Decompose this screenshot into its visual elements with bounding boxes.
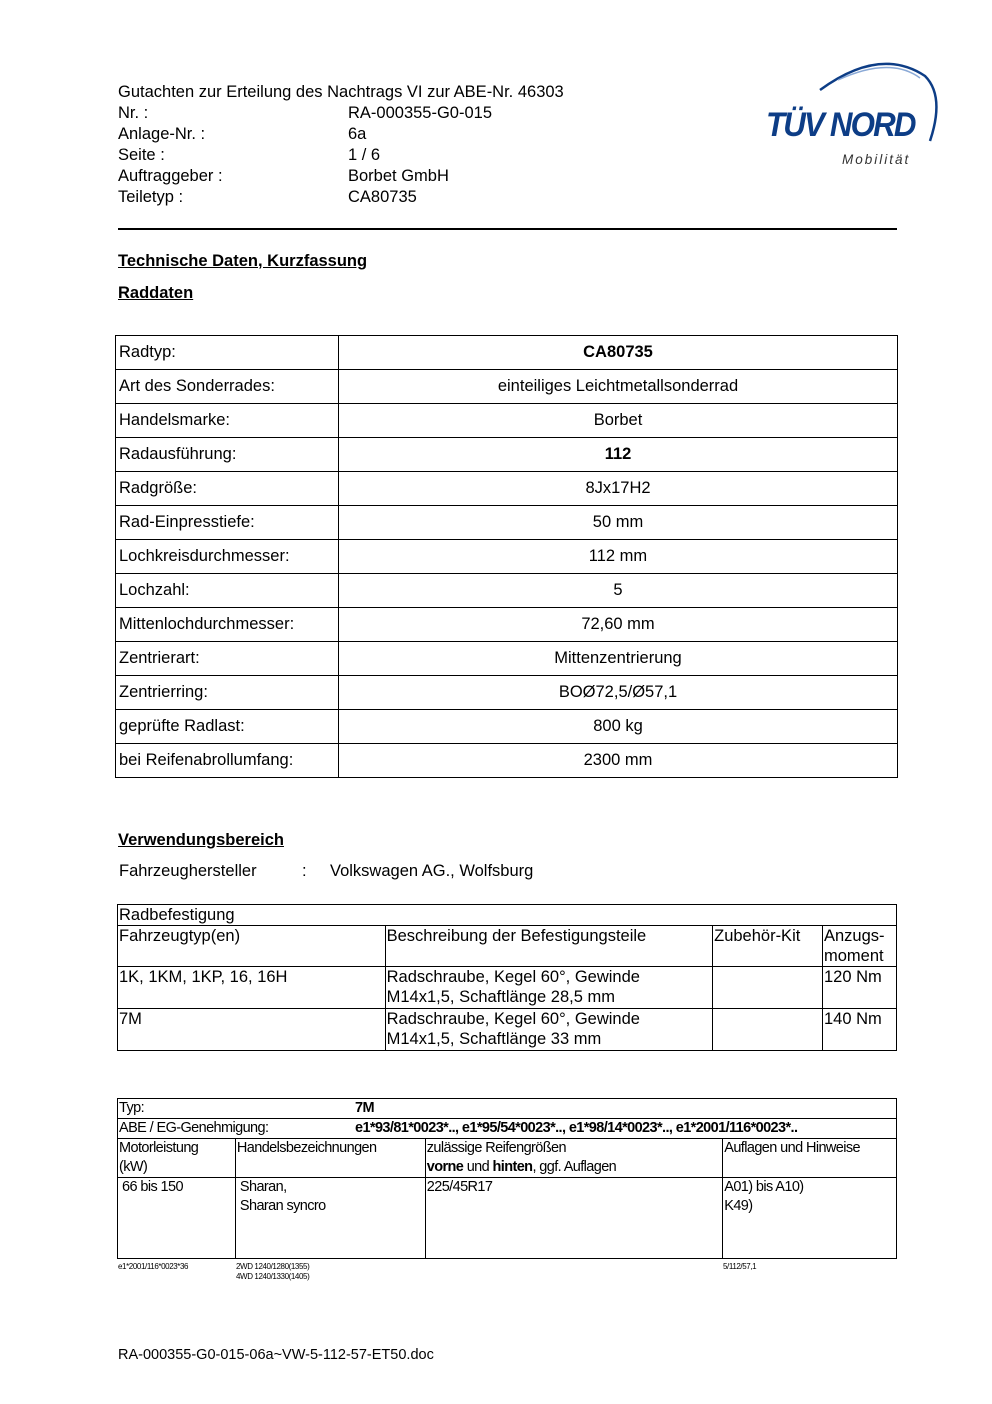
- column-header: Handelsbezeichnungen: [235, 1139, 425, 1178]
- table-row: [118, 967, 897, 1009]
- raddaten-label: Lochkreisdurchmesser:: [116, 540, 339, 574]
- header-row-teiletyp: Teiletyp : CA80735: [118, 188, 417, 206]
- raddaten-value: BOØ72,5/Ø57,1: [339, 676, 898, 710]
- table-row: [116, 438, 898, 472]
- reifengroesse-cell: 225/45R17: [425, 1178, 722, 1259]
- table-row: [118, 926, 897, 967]
- header-row-anlage: Anlage-Nr. : 6a: [118, 125, 367, 143]
- column-header: Anzugs- moment: [823, 926, 897, 967]
- table-row: [116, 574, 898, 608]
- heading-raddaten: Raddaten: [118, 284, 194, 302]
- table-row: [116, 472, 898, 506]
- zubehoer-cell: [713, 967, 823, 1009]
- hersteller-separator: :: [302, 862, 307, 880]
- zubehoer-cell: [713, 1009, 823, 1051]
- tuv-nord-logo: [760, 56, 945, 176]
- hersteller-label: Fahrzeughersteller: [119, 862, 257, 880]
- footer-filename: RA-000355-G0-015-06a~VW-5-112-57-ET50.doc: [118, 1347, 434, 1363]
- abe-label: ABE / EG-Genehmigung:: [119, 1120, 269, 1136]
- table-row: [118, 1139, 897, 1178]
- raddaten-label: Radtyp:: [116, 336, 339, 370]
- raddaten-value: 112 mm: [339, 540, 898, 574]
- moment-cell: 120 Nm: [823, 967, 897, 1009]
- raddaten-label: geprüfte Radlast:: [116, 710, 339, 744]
- raddaten-label: Lochzahl:: [116, 574, 339, 608]
- abe-row: [118, 1119, 897, 1139]
- table-row: [116, 676, 898, 710]
- table-row: [116, 370, 898, 404]
- header-row-auftraggeber: Auftraggeber : Borbet GmbH: [118, 167, 449, 185]
- logo-brand: TÜV NORD: [766, 106, 915, 144]
- table-row: [116, 642, 898, 676]
- table-row: [116, 404, 898, 438]
- raddaten-value: einteiliges Leichtmetallsonderrad: [339, 370, 898, 404]
- table-row: [116, 608, 898, 642]
- heading-technische-daten: Technische Daten, Kurzfassung: [118, 252, 368, 270]
- raddaten-value: 2300 mm: [339, 744, 898, 778]
- raddaten-label: Rad-Einpresstiefe:: [116, 506, 339, 540]
- table-row: [116, 506, 898, 540]
- column-header: zulässige Reifengrößen vorne und hinten, ggf. Auflagen: [425, 1139, 722, 1178]
- document-header: [118, 82, 564, 208]
- table-row: [118, 1178, 897, 1259]
- raddaten-value: 72,60 mm: [339, 608, 898, 642]
- hersteller-value: Volkswagen AG., Wolfsburg: [330, 862, 534, 880]
- fahrzeugtyp-cell: 1K, 1KM, 1KP, 16, 16H: [118, 967, 386, 1009]
- raddaten-value: 112: [339, 438, 898, 472]
- raddaten-label: Mittenlochdurchmesser:: [116, 608, 339, 642]
- raddaten-value: 50 mm: [339, 506, 898, 540]
- raddaten-value: 800 kg: [339, 710, 898, 744]
- column-header: Fahrzeugtyp(en): [118, 926, 386, 967]
- raddaten-value: Mittenzentrierung: [339, 642, 898, 676]
- raddaten-label: Art des Sonderrades:: [116, 370, 339, 404]
- column-header: Zubehör-Kit: [713, 926, 823, 967]
- header-row-seite: Seite : 1 / 6: [118, 146, 381, 164]
- note-axle-loads: 2WD 1240/1280(1355) 4WD 1240/1330(1405): [236, 1262, 310, 1281]
- radbefestigung-title: Radbefestigung: [118, 905, 897, 926]
- raddaten-label: Zentrierring:: [116, 676, 339, 710]
- heading-verwendungsbereich: Verwendungsbereich: [118, 831, 284, 849]
- fahrzeughersteller-line: [119, 862, 533, 881]
- beschreibung-cell: Radschraube, Kegel 60°, Gewinde M14x1,5, Schaftlänge 28,5 mm: [385, 967, 712, 1009]
- note-bolt-pattern: 5/112/57,1: [723, 1262, 757, 1271]
- typ-table: [117, 1098, 897, 1259]
- column-header: Motorleistung (kW): [118, 1139, 236, 1178]
- typ-label: Typ:: [119, 1100, 144, 1116]
- beschreibung-cell: Radschraube, Kegel 60°, Gewinde M14x1,5, Schaftlänge 33 mm: [385, 1009, 712, 1051]
- raddaten-label: Handelsmarke:: [116, 404, 339, 438]
- fahrzeugtyp-cell: 7M: [118, 1009, 386, 1051]
- raddaten-table: [115, 335, 898, 778]
- header-row-nr: Nr. : RA-000355-G0-015: [118, 104, 493, 122]
- abe-value: e1*93/81*0023*.., e1*95/54*0023*.., e1*98/14*0023*.., e1*2001/116*0023*..: [355, 1120, 798, 1136]
- raddaten-label: Radgröße:: [116, 472, 339, 506]
- radbefestigung-table: [117, 904, 897, 1051]
- raddaten-label: bei Reifenabrollumfang:: [116, 744, 339, 778]
- typ-row: [118, 1099, 897, 1119]
- table-row: [116, 744, 898, 778]
- logo-subtitle: Mobilität: [842, 152, 911, 167]
- table-row: [118, 1119, 897, 1139]
- column-header: Auflagen und Hinweise: [723, 1139, 897, 1178]
- note-approval: e1*2001/116*0023*36: [118, 1262, 189, 1271]
- table-row: [118, 1099, 897, 1119]
- table-row: [118, 905, 897, 926]
- auflagen-cell: A01) bis A10) K49): [723, 1178, 897, 1259]
- motorleistung-cell: 66 bis 150: [118, 1178, 236, 1259]
- table-row: [116, 336, 898, 370]
- header-divider: [118, 228, 897, 230]
- table-row: [116, 540, 898, 574]
- raddaten-label: Radausführung:: [116, 438, 339, 472]
- raddaten-value: CA80735: [339, 336, 898, 370]
- raddaten-value: 5: [339, 574, 898, 608]
- table-row: [118, 1009, 897, 1051]
- handelsbezeichnung-cell: Sharan, Sharan syncro: [235, 1178, 425, 1259]
- raddaten-label: Zentrierart:: [116, 642, 339, 676]
- typ-value: 7M: [355, 1100, 374, 1116]
- document-title: Gutachten zur Erteilung des Nachtrags VI zur ABE-Nr. 46303: [118, 83, 564, 101]
- raddaten-value: 8Jx17H2: [339, 472, 898, 506]
- column-header: Beschreibung der Befestigungsteile: [385, 926, 712, 967]
- moment-cell: 140 Nm: [823, 1009, 897, 1051]
- raddaten-value: Borbet: [339, 404, 898, 438]
- table-row: [116, 710, 898, 744]
